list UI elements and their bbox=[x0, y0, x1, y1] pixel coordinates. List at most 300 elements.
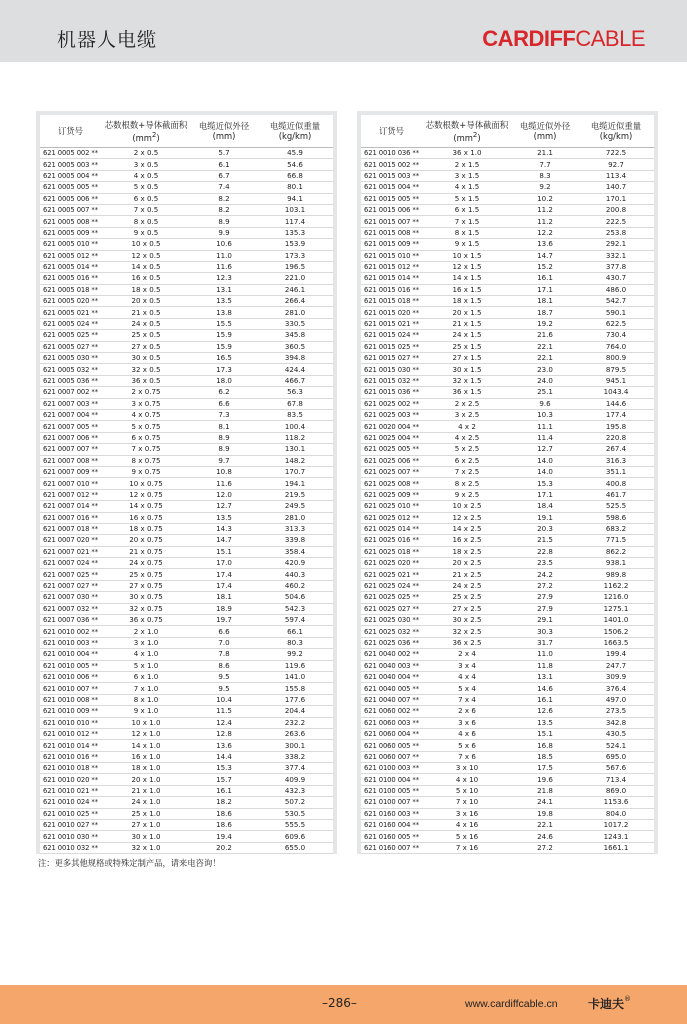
table-row bbox=[40, 763, 333, 774]
outer-diameter-cell: 5.7 bbox=[191, 148, 257, 159]
table-row bbox=[361, 375, 654, 386]
table-row bbox=[361, 421, 654, 432]
outer-diameter-cell: 9.5 bbox=[191, 683, 257, 694]
weight-cell: 598.6 bbox=[578, 512, 654, 523]
weight-cell: 118.2 bbox=[257, 432, 333, 443]
order-no-cell: 621 0015 030 ** bbox=[361, 364, 422, 375]
order-no-cell: 621 0025 004 ** bbox=[361, 432, 422, 443]
outer-diameter-cell: 13.6 bbox=[512, 239, 578, 250]
outer-diameter-cell: 10.6 bbox=[191, 239, 257, 250]
weight-cell: 1661.1 bbox=[578, 842, 654, 853]
weight-cell: 713.4 bbox=[578, 774, 654, 785]
cores-cell: 5 x 0.5 bbox=[101, 182, 191, 193]
outer-diameter-cell: 24.2 bbox=[512, 569, 578, 580]
weight-cell: 338.2 bbox=[257, 751, 333, 762]
cores-cell: 20 x 1.5 bbox=[422, 307, 512, 318]
outer-diameter-cell: 11.6 bbox=[191, 478, 257, 489]
weight-cell: 194.1 bbox=[257, 478, 333, 489]
cores-cell: 20 x 2.5 bbox=[422, 558, 512, 569]
order-no-cell: 621 0005 004 ** bbox=[40, 170, 101, 181]
table-row bbox=[40, 785, 333, 796]
weight-cell: 430.7 bbox=[578, 273, 654, 284]
page-title: 机器人电缆 bbox=[57, 29, 158, 51]
cores-cell: 7 x 0.75 bbox=[101, 444, 191, 455]
weight-cell: 246.1 bbox=[257, 284, 333, 295]
cores-cell: 14 x 0.75 bbox=[101, 501, 191, 512]
table-row bbox=[40, 204, 333, 215]
weight-cell: 377.8 bbox=[578, 261, 654, 272]
weight-cell: 135.3 bbox=[257, 227, 333, 238]
table-row bbox=[40, 660, 333, 671]
table-row bbox=[361, 159, 654, 170]
outer-diameter-cell: 15.9 bbox=[191, 341, 257, 352]
order-no-cell: 621 0005 021 ** bbox=[40, 307, 101, 318]
cores-cell: 32 x 1.5 bbox=[422, 375, 512, 386]
outer-diameter-cell: 7.4 bbox=[191, 182, 257, 193]
outer-diameter-cell: 10.4 bbox=[191, 694, 257, 705]
weight-cell: 1401.0 bbox=[578, 615, 654, 626]
weight-cell: 140.7 bbox=[578, 182, 654, 193]
outer-diameter-cell: 31.7 bbox=[512, 637, 578, 648]
order-no-cell: 621 0015 012 ** bbox=[361, 261, 422, 272]
weight-cell: 409.9 bbox=[257, 774, 333, 785]
order-no-cell: 621 0015 010 ** bbox=[361, 250, 422, 261]
weight-cell: 67.8 bbox=[257, 398, 333, 409]
outer-diameter-cell: 13.5 bbox=[512, 717, 578, 728]
table-row bbox=[40, 478, 333, 489]
cores-cell: 14 x 1.5 bbox=[422, 273, 512, 284]
cores-cell: 5 x 2.5 bbox=[422, 444, 512, 455]
outer-diameter-cell: 8.1 bbox=[191, 421, 257, 432]
cores-cell: 7 x 1.5 bbox=[422, 216, 512, 227]
order-no-cell: 621 0005 025 ** bbox=[40, 330, 101, 341]
cores-cell: 6 x 1.0 bbox=[101, 671, 191, 682]
cores-cell: 24 x 0.75 bbox=[101, 558, 191, 569]
cores-cell: 9 x 1.5 bbox=[422, 239, 512, 250]
cores-cell: 12 x 1.0 bbox=[101, 728, 191, 739]
table-row bbox=[361, 387, 654, 398]
cores-cell: 8 x 0.75 bbox=[101, 455, 191, 466]
cores-cell: 6 x 0.5 bbox=[101, 193, 191, 204]
table-row bbox=[40, 375, 333, 386]
outer-diameter-cell: 12.4 bbox=[191, 717, 257, 728]
table-row bbox=[40, 353, 333, 364]
table-row bbox=[361, 569, 654, 580]
cores-cell: 21 x 0.75 bbox=[101, 546, 191, 557]
cores-cell: 5 x 1.0 bbox=[101, 660, 191, 671]
order-no-cell: 621 0015 006 ** bbox=[361, 204, 422, 215]
table-row bbox=[361, 307, 654, 318]
outer-diameter-cell: 11.0 bbox=[512, 649, 578, 660]
weight-cell: 609.6 bbox=[257, 831, 333, 842]
table-row bbox=[361, 409, 654, 420]
order-no-cell: 621 0025 021 ** bbox=[361, 569, 422, 580]
cores-cell: 18 x 0.75 bbox=[101, 523, 191, 534]
order-no-cell: 621 0005 024 ** bbox=[40, 318, 101, 329]
outer-diameter-cell: 18.1 bbox=[512, 296, 578, 307]
weight-cell: 771.5 bbox=[578, 535, 654, 546]
cores-cell: 7 x 0.5 bbox=[101, 204, 191, 215]
outer-diameter-cell: 19.8 bbox=[512, 808, 578, 819]
order-no-cell: 621 0010 006 ** bbox=[40, 671, 101, 682]
outer-diameter-cell: 20.3 bbox=[512, 523, 578, 534]
weight-cell: 292.1 bbox=[578, 239, 654, 250]
page-number: –286– bbox=[322, 996, 357, 1010]
order-no-cell: 621 0005 012 ** bbox=[40, 250, 101, 261]
weight-cell: 590.1 bbox=[578, 307, 654, 318]
outer-diameter-cell: 12.7 bbox=[512, 444, 578, 455]
weight-cell: 153.9 bbox=[257, 239, 333, 250]
cores-cell: 32 x 0.75 bbox=[101, 603, 191, 614]
order-no-cell: 621 0007 006 ** bbox=[40, 432, 101, 443]
table-row bbox=[40, 193, 333, 204]
order-no-cell: 621 0015 003 ** bbox=[361, 170, 422, 181]
outer-diameter-cell: 24.0 bbox=[512, 375, 578, 386]
table-row bbox=[40, 159, 333, 170]
table-row bbox=[40, 250, 333, 261]
cores-cell: 14 x 1.0 bbox=[101, 740, 191, 751]
weight-cell: 504.6 bbox=[257, 592, 333, 603]
weight-cell: 524.1 bbox=[578, 740, 654, 751]
weight-cell: 144.6 bbox=[578, 398, 654, 409]
outer-diameter-cell: 8.2 bbox=[191, 193, 257, 204]
cores-cell: 25 x 1.5 bbox=[422, 341, 512, 352]
weight-cell: 253.8 bbox=[578, 227, 654, 238]
outer-diameter-cell: 9.9 bbox=[191, 227, 257, 238]
weight-cell: 267.4 bbox=[578, 444, 654, 455]
weight-cell: 195.8 bbox=[578, 421, 654, 432]
outer-diameter-cell: 18.2 bbox=[191, 797, 257, 808]
order-no-cell: 621 0160 005 ** bbox=[361, 831, 422, 842]
order-no-cell: 621 0015 005 ** bbox=[361, 193, 422, 204]
table-row bbox=[40, 387, 333, 398]
weight-cell: 461.7 bbox=[578, 489, 654, 500]
brand-name: 卡迪夫® bbox=[588, 995, 632, 1011]
order-no-cell: 621 0025 036 ** bbox=[361, 637, 422, 648]
weight-cell: 117.4 bbox=[257, 216, 333, 227]
order-no-cell: 621 0160 003 ** bbox=[361, 808, 422, 819]
order-no-cell: 621 0005 014 ** bbox=[40, 261, 101, 272]
table-row bbox=[361, 808, 654, 819]
order-no-cell: 621 0010 027 ** bbox=[40, 820, 101, 831]
weight-cell: 170.1 bbox=[578, 193, 654, 204]
order-no-cell: 621 0007 016 ** bbox=[40, 512, 101, 523]
order-no-cell: 621 0005 032 ** bbox=[40, 364, 101, 375]
outer-diameter-cell: 9.2 bbox=[512, 182, 578, 193]
order-no-cell: 621 0025 020 ** bbox=[361, 558, 422, 569]
weight-cell: 542.3 bbox=[257, 603, 333, 614]
order-no-cell: 621 0025 030 ** bbox=[361, 615, 422, 626]
table-row bbox=[40, 820, 333, 831]
outer-diameter-cell: 17.4 bbox=[191, 580, 257, 591]
weight-cell: 219.5 bbox=[257, 489, 333, 500]
outer-diameter-cell: 13.1 bbox=[512, 671, 578, 682]
table-row bbox=[40, 580, 333, 591]
cores-cell: 5 x 1.5 bbox=[422, 193, 512, 204]
outer-diameter-cell: 7.8 bbox=[191, 649, 257, 660]
outer-diameter-cell: 27.2 bbox=[512, 580, 578, 591]
website-link[interactable]: www.cardiffcable.cn bbox=[465, 998, 558, 1010]
weight-cell: 232.2 bbox=[257, 717, 333, 728]
weight-cell: 1216.0 bbox=[578, 592, 654, 603]
outer-diameter-cell: 12.7 bbox=[191, 501, 257, 512]
cores-cell: 4 x 4 bbox=[422, 671, 512, 682]
order-no-cell: 621 0007 032 ** bbox=[40, 603, 101, 614]
cores-cell: 10 x 0.5 bbox=[101, 239, 191, 250]
outer-diameter-cell: 7.7 bbox=[512, 159, 578, 170]
table-row bbox=[40, 683, 333, 694]
cores-cell: 2 x 4 bbox=[422, 649, 512, 660]
cores-cell: 30 x 0.5 bbox=[101, 353, 191, 364]
order-no-cell: 621 0020 004 ** bbox=[361, 421, 422, 432]
cores-cell: 3 x 6 bbox=[422, 717, 512, 728]
outer-diameter-cell: 6.2 bbox=[191, 387, 257, 398]
order-no-cell: 621 0015 016 ** bbox=[361, 284, 422, 295]
weight-cell: 263.6 bbox=[257, 728, 333, 739]
table-row bbox=[361, 466, 654, 477]
weight-cell: 309.9 bbox=[578, 671, 654, 682]
cores-cell: 16 x 1.5 bbox=[422, 284, 512, 295]
weight-cell: 220.8 bbox=[578, 432, 654, 443]
order-no-cell: 621 0010 024 ** bbox=[40, 797, 101, 808]
cores-cell: 14 x 2.5 bbox=[422, 523, 512, 534]
outer-diameter-cell: 24.1 bbox=[512, 797, 578, 808]
table-row bbox=[361, 626, 654, 637]
table-row bbox=[40, 694, 333, 705]
cores-cell: 3 x 2.5 bbox=[422, 409, 512, 420]
cores-cell: 5 x 6 bbox=[422, 740, 512, 751]
table-row bbox=[40, 273, 333, 284]
weight-cell: 655.0 bbox=[257, 842, 333, 853]
table-row bbox=[40, 558, 333, 569]
table-row bbox=[361, 250, 654, 261]
cores-cell: 12 x 0.5 bbox=[101, 250, 191, 261]
page-footer bbox=[0, 985, 687, 1024]
order-no-cell: 621 0010 004 ** bbox=[40, 649, 101, 660]
table-row bbox=[361, 284, 654, 295]
table-row bbox=[40, 455, 333, 466]
cores-cell: 9 x 2.5 bbox=[422, 489, 512, 500]
order-no-cell: 621 0040 002 ** bbox=[361, 649, 422, 660]
outer-diameter-cell: 15.3 bbox=[512, 478, 578, 489]
table-row bbox=[40, 489, 333, 500]
table-row bbox=[361, 296, 654, 307]
outer-diameter-cell: 17.3 bbox=[191, 364, 257, 375]
table-row bbox=[40, 603, 333, 614]
cores-cell: 3 x 10 bbox=[422, 763, 512, 774]
table-row bbox=[361, 785, 654, 796]
weight-cell: 460.2 bbox=[257, 580, 333, 591]
weight-cell: 100.4 bbox=[257, 421, 333, 432]
weight-cell: 507.2 bbox=[257, 797, 333, 808]
weight-cell: 555.5 bbox=[257, 820, 333, 831]
cores-cell: 2 x 1.5 bbox=[422, 159, 512, 170]
table-row bbox=[361, 558, 654, 569]
outer-diameter-cell: 21.5 bbox=[512, 535, 578, 546]
outer-diameter-cell: 18.5 bbox=[512, 751, 578, 762]
table-row bbox=[361, 182, 654, 193]
table-row bbox=[361, 444, 654, 455]
cores-cell: 6 x 2.5 bbox=[422, 455, 512, 466]
order-no-cell: 621 0010 030 ** bbox=[40, 831, 101, 842]
table-header-row bbox=[40, 115, 333, 148]
cores-cell: 5 x 16 bbox=[422, 831, 512, 842]
order-no-cell: 621 0010 014 ** bbox=[40, 740, 101, 751]
cores-cell: 10 x 1.0 bbox=[101, 717, 191, 728]
cores-cell: 3 x 0.5 bbox=[101, 159, 191, 170]
order-no-cell: 621 0015 014 ** bbox=[361, 273, 422, 284]
table-row bbox=[361, 694, 654, 705]
order-no-cell: 621 0025 005 ** bbox=[361, 444, 422, 455]
outer-diameter-cell: 23.5 bbox=[512, 558, 578, 569]
table-row bbox=[361, 728, 654, 739]
cores-cell: 21 x 1.0 bbox=[101, 785, 191, 796]
order-no-cell: 621 0005 008 ** bbox=[40, 216, 101, 227]
table-row bbox=[40, 717, 333, 728]
weight-cell: 99.2 bbox=[257, 649, 333, 660]
outer-diameter-cell: 19.4 bbox=[191, 831, 257, 842]
cores-cell: 24 x 0.5 bbox=[101, 318, 191, 329]
order-no-cell: 621 0007 002 ** bbox=[40, 387, 101, 398]
outer-diameter-cell: 18.6 bbox=[191, 808, 257, 819]
cores-cell: 5 x 10 bbox=[422, 785, 512, 796]
weight-cell: 683.2 bbox=[578, 523, 654, 534]
weight-cell: 141.0 bbox=[257, 671, 333, 682]
outer-diameter-cell: 15.1 bbox=[512, 728, 578, 739]
outer-diameter-cell: 22.1 bbox=[512, 341, 578, 352]
weight-cell: 1275.1 bbox=[578, 603, 654, 614]
cores-cell: 18 x 0.5 bbox=[101, 284, 191, 295]
table-row bbox=[40, 649, 333, 660]
table-row bbox=[40, 637, 333, 648]
table-row bbox=[40, 466, 333, 477]
order-no-cell: 621 0007 005 ** bbox=[40, 421, 101, 432]
outer-diameter-cell: 15.2 bbox=[512, 261, 578, 272]
order-no-cell: 621 0007 025 ** bbox=[40, 569, 101, 580]
table-row bbox=[40, 330, 333, 341]
table-row bbox=[361, 523, 654, 534]
outer-diameter-cell: 12.2 bbox=[512, 227, 578, 238]
cores-cell: 30 x 1.5 bbox=[422, 364, 512, 375]
weight-cell: 113.4 bbox=[578, 170, 654, 181]
table-row bbox=[361, 261, 654, 272]
outer-diameter-cell: 8.9 bbox=[191, 216, 257, 227]
order-no-cell: 621 0005 003 ** bbox=[40, 159, 101, 170]
cores-cell: 25 x 0.5 bbox=[101, 330, 191, 341]
weight-cell: 1162.2 bbox=[578, 580, 654, 591]
cores-cell: 21 x 1.5 bbox=[422, 318, 512, 329]
order-no-cell: 621 0010 012 ** bbox=[40, 728, 101, 739]
cores-cell: 10 x 2.5 bbox=[422, 501, 512, 512]
weight-cell: 204.4 bbox=[257, 706, 333, 717]
cores-cell: 2 x 6 bbox=[422, 706, 512, 717]
outer-diameter-cell: 7.0 bbox=[191, 637, 257, 648]
cores-cell: 14 x 0.5 bbox=[101, 261, 191, 272]
weight-cell: 173.3 bbox=[257, 250, 333, 261]
cores-cell: 7 x 10 bbox=[422, 797, 512, 808]
table-row bbox=[40, 227, 333, 238]
weight-cell: 989.8 bbox=[578, 569, 654, 580]
order-no-cell: 621 0010 016 ** bbox=[40, 751, 101, 762]
order-no-cell: 621 0010 007 ** bbox=[40, 683, 101, 694]
table-header-row bbox=[361, 115, 654, 148]
outer-diameter-cell: 9.6 bbox=[512, 398, 578, 409]
outer-diameter-cell: 17.0 bbox=[191, 558, 257, 569]
cores-cell: 36 x 0.5 bbox=[101, 375, 191, 386]
outer-diameter-cell: 11.2 bbox=[512, 204, 578, 215]
outer-diameter-cell: 30.3 bbox=[512, 626, 578, 637]
table-row bbox=[361, 353, 654, 364]
outer-diameter-cell: 6.1 bbox=[191, 159, 257, 170]
table-row bbox=[361, 603, 654, 614]
weight-cell: 177.6 bbox=[257, 694, 333, 705]
cores-cell: 10 x 0.75 bbox=[101, 478, 191, 489]
weight-cell: 938.1 bbox=[578, 558, 654, 569]
cable-spec-table-left bbox=[40, 115, 333, 854]
weight-cell: 486.0 bbox=[578, 284, 654, 295]
weight-cell: 83.5 bbox=[257, 409, 333, 420]
order-no-cell: 621 0007 009 ** bbox=[40, 466, 101, 477]
order-no-cell: 621 0060 002 ** bbox=[361, 706, 422, 717]
cores-cell: 16 x 2.5 bbox=[422, 535, 512, 546]
weight-cell: 221.0 bbox=[257, 273, 333, 284]
cores-cell: 36 x 2.5 bbox=[422, 637, 512, 648]
table-row bbox=[40, 261, 333, 272]
cores-cell: 6 x 1.5 bbox=[422, 204, 512, 215]
cores-cell: 9 x 0.75 bbox=[101, 466, 191, 477]
cores-cell: 4 x 0.75 bbox=[101, 409, 191, 420]
outer-diameter-cell: 10.3 bbox=[512, 409, 578, 420]
weight-cell: 862.2 bbox=[578, 546, 654, 557]
weight-cell: 695.0 bbox=[578, 751, 654, 762]
cores-cell: 9 x 1.0 bbox=[101, 706, 191, 717]
weight-cell: 424.4 bbox=[257, 364, 333, 375]
header-weight: 电缆近似重量 (kg/km) bbox=[578, 115, 654, 148]
order-no-cell: 621 0010 036 ** bbox=[361, 148, 422, 159]
cores-cell: 20 x 0.75 bbox=[101, 535, 191, 546]
order-no-cell: 621 0025 018 ** bbox=[361, 546, 422, 557]
weight-cell: 170.7 bbox=[257, 466, 333, 477]
cores-cell: 32 x 0.5 bbox=[101, 364, 191, 375]
outer-diameter-cell: 22.1 bbox=[512, 353, 578, 364]
table-row bbox=[361, 842, 654, 853]
cores-cell: 24 x 1.5 bbox=[422, 330, 512, 341]
logo-regular-text: CABLE bbox=[575, 26, 645, 51]
order-no-cell: 621 0015 007 ** bbox=[361, 216, 422, 227]
table-row bbox=[40, 421, 333, 432]
table-row bbox=[40, 444, 333, 455]
right-table-panel bbox=[357, 111, 658, 854]
outer-diameter-cell: 22.8 bbox=[512, 546, 578, 557]
order-no-cell: 621 0010 025 ** bbox=[40, 808, 101, 819]
weight-cell: 54.6 bbox=[257, 159, 333, 170]
table-row bbox=[40, 307, 333, 318]
table-row bbox=[40, 831, 333, 842]
order-no-cell: 621 0040 007 ** bbox=[361, 694, 422, 705]
order-no-cell: 621 0010 010 ** bbox=[40, 717, 101, 728]
table-row bbox=[40, 296, 333, 307]
table-row bbox=[40, 706, 333, 717]
table-row bbox=[361, 763, 654, 774]
table-row bbox=[361, 455, 654, 466]
outer-diameter-cell: 18.1 bbox=[191, 592, 257, 603]
outer-diameter-cell: 6.6 bbox=[191, 626, 257, 637]
cores-cell: 32 x 2.5 bbox=[422, 626, 512, 637]
cores-cell: 20 x 0.5 bbox=[101, 296, 191, 307]
outer-diameter-cell: 11.5 bbox=[191, 706, 257, 717]
weight-cell: 800.9 bbox=[578, 353, 654, 364]
outer-diameter-cell: 18.7 bbox=[512, 307, 578, 318]
